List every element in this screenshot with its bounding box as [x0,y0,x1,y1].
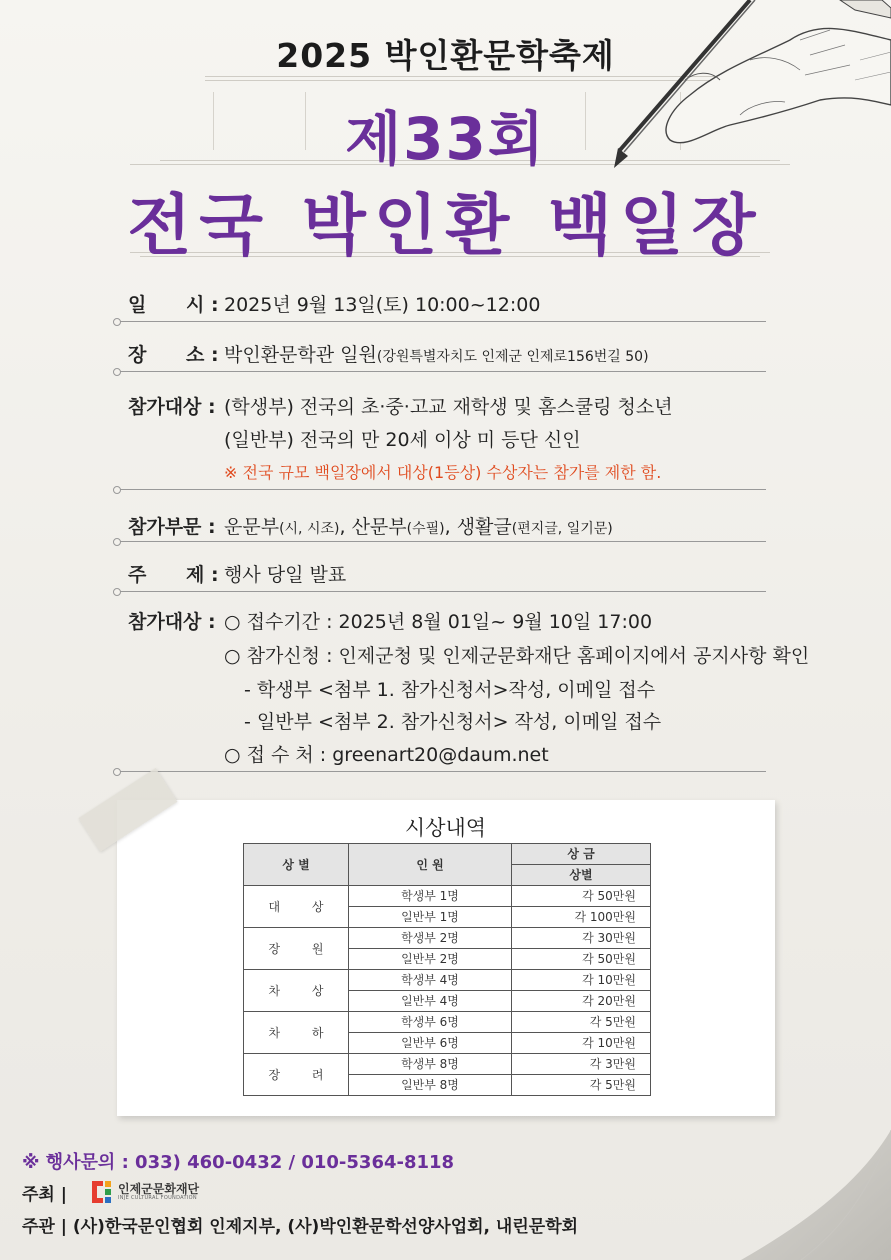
table-row [244,970,651,991]
divider-dot [113,368,121,376]
application-contact: ○ 접 수 처 : greenart20@daum.net [224,744,549,766]
award-people: 일반부 1명 [349,907,512,928]
award-people: 일반부 6명 [349,1033,512,1054]
award-amount: 각 50만원 [512,886,651,907]
award-people: 일반부 2명 [349,949,512,970]
award-amount: 각 3만원 [512,1054,651,1075]
award-amount: 각 5만원 [512,1012,651,1033]
award-amount: 각 5만원 [512,1075,651,1096]
award-header-money: 상 금 [512,844,651,865]
event-inquiry: ※ 행사문의 : 033) 460-0432 / 010-5364-8118 [22,1152,455,1173]
award-people: 학생부 6명 [349,1012,512,1033]
divider-dot [113,768,121,776]
organizers: 주관 | (사)한국문인협회 인제지부, (사)박인환문학선양사업회, 내린문학회 [22,1217,579,1237]
category-separator: , [339,516,352,538]
festival-year-title: 2025 박인환문학축제 [276,36,615,75]
categories-value [224,512,613,539]
award-amount: 각 10만원 [512,1033,651,1054]
award-table [243,843,651,1096]
award-header-people: 인 원 [349,844,512,886]
place-name: 박인환문학관 일원 [224,344,377,366]
award-people: 일반부 4명 [349,991,512,1012]
award-people: 학생부 4명 [349,970,512,991]
place-label: 장 소 : [128,344,219,366]
award-amount: 각 50만원 [512,949,651,970]
application-method: ○ 참가신청 : 인제군청 및 인제군문화재단 홈페이지에서 공지사항 확인 [224,645,810,667]
award-group-name: 차 하 [244,1012,349,1054]
category-prose-detail: (수필) [406,521,445,537]
award-people: 학생부 8명 [349,1054,512,1075]
theme-value: 행사 당일 발표 [224,564,347,586]
category-separator: , [444,516,457,538]
divider [116,541,766,542]
award-amount: 각 20만원 [512,991,651,1012]
divider-dot [113,318,121,326]
host-label: 주최 | [22,1185,67,1205]
eligibility-general: (일반부) 전국의 만 20세 이상 미 등단 신인 [224,429,581,451]
edition-number: 제33회 [345,105,546,173]
category-life-writing-detail: (편지글, 일기문) [511,521,613,537]
table-row [244,886,651,907]
divider [116,489,766,490]
award-people: 학생부 2명 [349,928,512,949]
table-row [244,928,651,949]
eligibility-warning: ※ 전국 규모 백일장에서 대상(1등상) 수상자는 참가를 제한 함. [224,463,662,482]
divider-dot [113,538,121,546]
application-label: 참가대상 : [128,611,216,633]
eligibility-student: (학생부) 전국의 초·중·고교 재학생 및 홈스쿨링 청소년 [224,396,673,418]
divider-dot [113,588,121,596]
event-main-title: 전국 박인환 백일장 [127,187,764,264]
category-verse: 운문부 [224,516,280,538]
divider [116,371,766,372]
table-row [244,1012,651,1033]
date-label: 일 시 : [128,294,219,316]
logo-subtitle: INJE CULTURAL FOUNDATION [118,1195,197,1201]
table-row [244,1054,651,1075]
divider [116,321,766,322]
application-general: - 일반부 <첨부 2. 참가신청서> 작성, 이메일 접수 [244,711,662,733]
award-group-name: 장 원 [244,928,349,970]
date-value: 2025년 9월 13일(토) 10:00~12:00 [224,294,541,316]
category-life-writing: 생활글 [456,516,512,538]
award-title: 시상내역 [404,816,487,840]
category-prose: 산문부 [351,516,407,538]
categories-label: 참가부문 : [128,516,216,538]
foundation-logo-icon [88,1178,114,1206]
eligibility-label: 참가대상 : [128,396,216,418]
place-value [224,340,649,367]
divider [116,591,766,592]
award-people: 일반부 8명 [349,1075,512,1096]
award-amount: 각 30만원 [512,928,651,949]
award-header-money-sub: 상별 [512,865,651,886]
award-people: 학생부 1명 [349,886,512,907]
host-logo [88,1178,200,1206]
award-group-name: 장 려 [244,1054,349,1096]
page-curl-decoration [701,1110,891,1260]
award-amount: 각 10만원 [512,970,651,991]
award-group-name: 차 상 [244,970,349,1012]
divider-dot [113,486,121,494]
application-student: - 학생부 <첨부 1. 참가신청서>작성, 이메일 접수 [244,679,656,701]
place-address: (강원특별자치도 인제군 인제로156번길 50) [376,349,649,365]
award-header-prize: 상 별 [244,844,349,886]
logo-name: 인제군문화재단 [118,1182,200,1196]
application-period: ○ 접수기간 : 2025년 8월 01일~ 9월 10일 17:00 [224,611,653,633]
award-amount: 각 100만원 [512,907,651,928]
theme-label: 주 제 : [128,564,219,586]
divider [116,771,766,772]
award-group-name: 대 상 [244,886,349,928]
category-verse-detail: (시, 시조) [279,521,340,537]
